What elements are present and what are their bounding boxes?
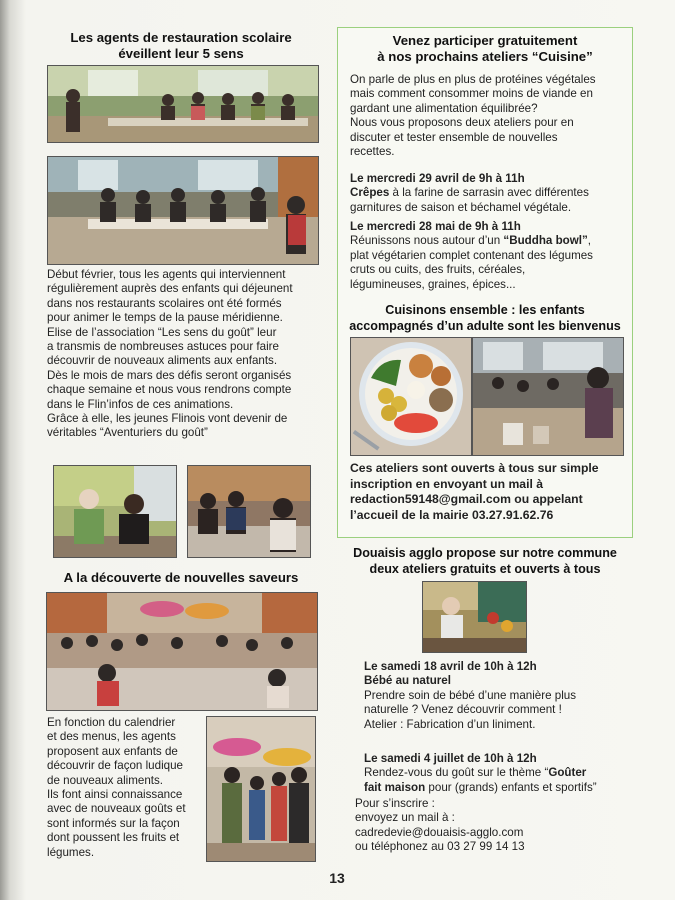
box-intro: On parle de plus en plus de protéines végétales mais comment consommer moins de viande en gardant une alimentation équilibrée? Nous vous proposons deux ateliers pour en discuter et tester ensemble de nouvelles recettes. <box>350 73 596 159</box>
title-nouvelles-saveurs: A la découverte de nouvelles saveurs <box>63 570 299 585</box>
douaisis-contact: Pour s’inscrire : envoyez un mail à : cadredevie@douaisis-agglo.com ou téléphonez au 03 27 99 14 13 <box>355 797 525 854</box>
page-number: 13 <box>329 870 345 886</box>
box-atelier-crepes: Le mercredi 29 avril de 9h à 11h Crêpes à la farine de sarrasin avec différentes garnitures de saison et béchamel végétale. <box>350 172 589 214</box>
photo-buddha-bowl <box>350 337 472 456</box>
photo-douaisis-atelier <box>422 581 527 653</box>
title-agents-restauration: Les agents de restauration scolaire éveillent leur 5 sens <box>70 30 292 61</box>
photo-group-discussion <box>187 465 311 558</box>
box-title: Venez participer gratuitement à nos prochains ateliers “Cuisine” <box>377 33 593 64</box>
photo-cooking-class <box>472 337 624 456</box>
photo-children-umbrellas <box>206 716 316 862</box>
paragraph-formation-agents: Début février, tous les agents qui interviennent régulièrement auprès des enfants qui déjeunent dans nos restaurants scolaires ont été formés pour animer le temps de la pause méridienne. Elise de l’association “Les sens du goût” leur a transmis de nombreuses astuces pour faire découvrir de nouveaux aliments aux enfants. Dès le mois de mars des défis seront organisés chaque semaine et nous vous rendrons compte dans le Flin’infos de ces animations. Grâce à elle, les jeunes Flinois vont devenir de véritables “Aventuriers du goût” <box>47 268 293 440</box>
paragraph-decouverte: En fonction du calendrier et des menus, les agents proposent aux enfants de découvrir de façon ludique de nouveaux aliments. Ils font ainsi connaissance avec de nouveaux goûts et sont informés sur la façon dont poussent les fruits et légumes. <box>47 716 186 859</box>
douaisis-atelier-gouter: Le samedi 4 juillet de 10h à 12h Rendez-vous du goût sur le thème “Goûter fait maison pour (grands) enfants et sportifs” <box>364 752 597 794</box>
photo-school-canteen <box>46 592 318 711</box>
box-inscription: Ces ateliers sont ouverts à tous sur simple inscription en envoyant un mail à redaction59148@gmail.com ou appelant l’accueil de la mairie 03.27.91.62.76 <box>350 461 599 522</box>
box-atelier-buddha: Le mercredi 28 mai de 9h à 11h Réunissons nous autour d’un “Buddha bowl”, plat végétarien complet contenant des légumes cruts ou cuits, des fruits, céréales, légumineuses, graines, épices... <box>350 220 593 291</box>
box-cuisinons-ensemble: Cuisinons ensemble : les enfants accompagnés d’un adulte sont les bienvenus <box>349 303 621 333</box>
douaisis-title: Douaisis agglo propose sur notre commune deux ateliers gratuits et ouverts à tous <box>353 546 617 576</box>
douaisis-atelier-bebe: Le samedi 18 avril de 10h à 12h Bébé au naturel Prendre soin de bébé d’une manière plus naturelle ? Venez découvrir comment ! Atelier : Fabrication d’un liniment. <box>364 660 577 731</box>
photo-agents-training-room <box>47 65 319 143</box>
photo-two-women-table <box>53 465 177 558</box>
photo-agents-at-tables <box>47 156 319 265</box>
